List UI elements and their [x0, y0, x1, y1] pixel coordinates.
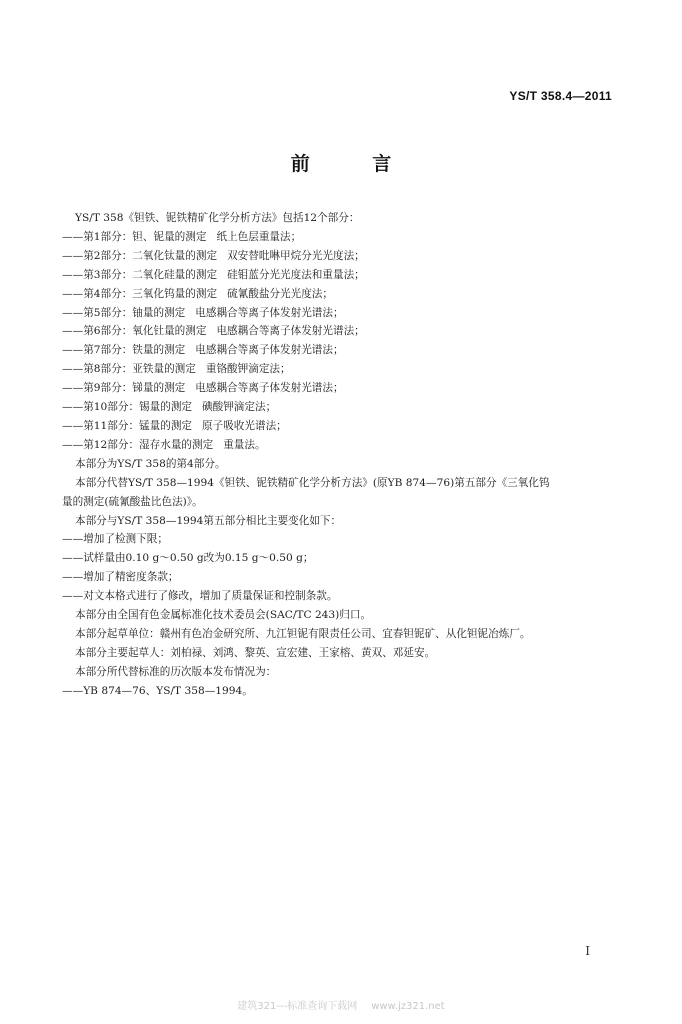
foreword-body: [62, 209, 622, 701]
part-method: 电感耦合等离子体发射光谱法；: [195, 344, 344, 357]
this-part-paragraph: 本部分为YS/T 358的第4部分。: [75, 457, 226, 470]
part-method: 纸上色层重量法；: [216, 230, 302, 243]
watermark-site: 建筑321---标准查询下载网: [237, 1001, 358, 1012]
part-item-5: [62, 304, 622, 323]
history-item: ——YB 874—76、YS/T 358—1994。: [62, 684, 253, 697]
changes-intro: 本部分与YS/T 358—1994第五部分相比主要变化如下：: [75, 514, 342, 527]
standard-number: YS/T 358.4—2011: [509, 89, 612, 103]
replaces-paragraph-line1: 本部分代替YS/T 358—1994《钽铁、铌铁精矿化学分析方法》(原YB 874—76)第五部分《三氧化钨: [75, 476, 550, 489]
part-label: ——第10部分：锡量的测定: [62, 401, 193, 414]
part-method: 硅钼蓝分光光度法和重量法；: [227, 268, 365, 281]
part-method: 重铬酸钾滴定法；: [205, 363, 291, 376]
part-label: ——第8部分：亚铁量的测定: [62, 363, 196, 376]
part-item-11: [62, 417, 622, 436]
part-method: 原子吸收光谱法；: [202, 419, 287, 432]
part-item-7: [62, 341, 622, 360]
page-number: I: [585, 944, 590, 958]
part-item-4: [62, 285, 622, 304]
part-label: ——第9部分：锑量的测定: [62, 382, 186, 395]
change-item-3: ——增加了精密度条款；: [62, 571, 179, 584]
watermark: [0, 997, 682, 1012]
part-label: ——第7部分：铁量的测定: [62, 344, 186, 357]
proposed-by-paragraph: 本部分由全国有色金属标准化技术委员会(SAC/TC 243)归口。: [75, 609, 372, 622]
part-label: ——第1部分：钽、铌量的测定: [62, 230, 207, 243]
change-item-4: ——对文本格式进行了修改，增加了质量保证和控制条款。: [62, 590, 338, 603]
part-method: 电感耦合等离子体发射光谱法；: [195, 306, 344, 319]
part-method: 硫氰酸盐分光光度法；: [227, 287, 333, 300]
part-label: ——第4部分：三氧化钨量的测定: [62, 287, 218, 300]
part-label: ——第6部分：氧化钍量的测定: [62, 325, 207, 338]
part-label: ——第3部分：二氧化硅量的测定: [62, 268, 218, 281]
part-item-8: [62, 360, 622, 379]
part-method: 重量法。: [223, 438, 266, 451]
drafters-paragraph: 本部分主要起草人：刘柏禄、刘鸿、黎英、宣宏建、王家榕、黄双、邓延安。: [75, 646, 436, 659]
change-item-2: ——试样量由0.10 g～0.50 g改为0.15 g～0.50 g；: [62, 552, 314, 565]
part-method: 电感耦合等离子体发射光谱法；: [216, 325, 365, 338]
history-intro: 本部分所代替标准的历次版本发布情况为：: [75, 665, 277, 678]
page-title: 前 言: [290, 153, 420, 175]
part-label: ——第2部分：二氧化钛量的测定: [62, 249, 218, 262]
replaces-paragraph-line2: 量的测定(硫氰酸盐比色法)》。: [62, 495, 203, 508]
part-method: 碘酸钾滴定法；: [202, 401, 277, 414]
part-item-6: [62, 322, 622, 341]
part-label: ——第5部分：铀量的测定: [62, 306, 186, 319]
watermark-url: www.jz321.net: [371, 1001, 445, 1012]
part-method: 电感耦合等离子体发射光谱法；: [195, 382, 344, 395]
intro-paragraph: YS/T 358《钽铁、铌铁精矿化学分析方法》包括12个部分：: [75, 212, 360, 224]
part-item-3: [62, 266, 622, 285]
part-item-12: [62, 436, 622, 455]
part-item-9: [62, 379, 622, 398]
part-item-2: [62, 247, 622, 266]
drafting-units-paragraph: 本部分起草单位：赣州有色冶金研究所、九江钽铌有限责任公司、宜春钽铌矿、从化钽铌冶炼厂。: [75, 627, 531, 640]
part-item-1: [62, 228, 622, 247]
part-item-10: [62, 398, 622, 417]
part-method: 双安替吡啉甲烷分光光度法；: [227, 249, 365, 262]
change-item-1: ——增加了检测下限；: [62, 533, 168, 546]
part-label: ——第12部分：湿存水量的测定: [62, 438, 214, 451]
part-label: ——第11部分：锰量的测定: [62, 419, 193, 432]
